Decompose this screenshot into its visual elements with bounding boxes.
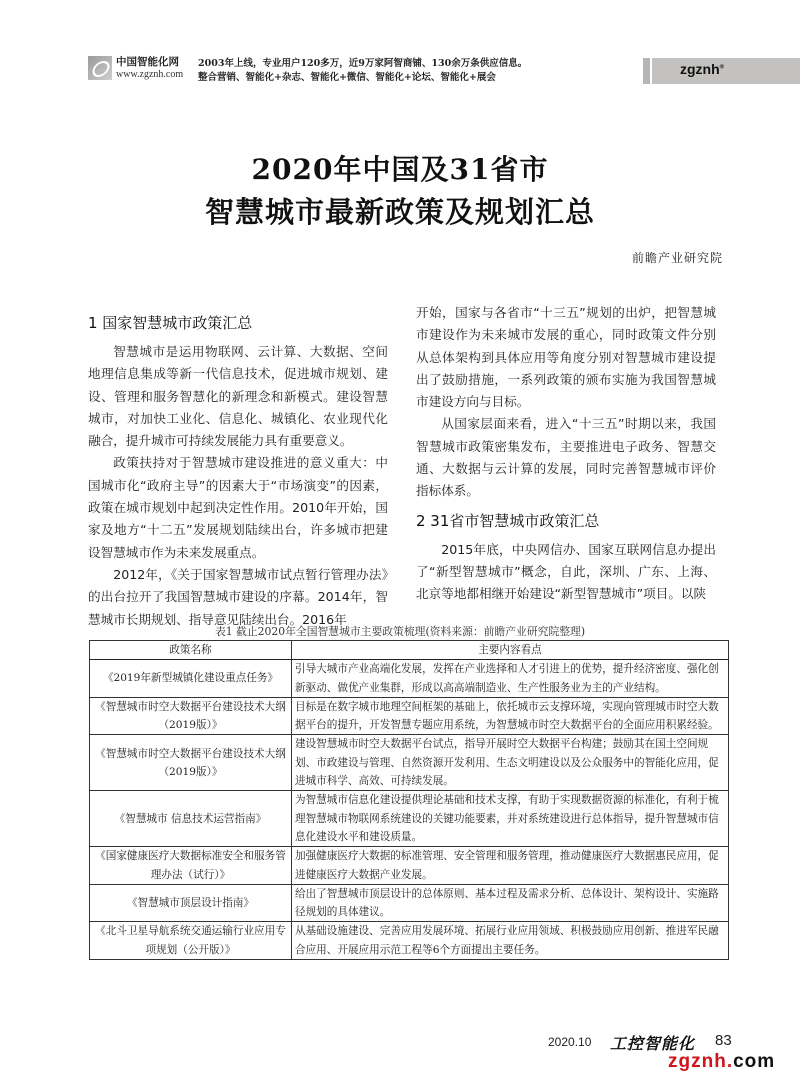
header-policy-name: 政策名称	[90, 641, 292, 660]
table-row	[90, 847, 729, 885]
brand-tab-label	[680, 61, 724, 77]
brand-tab-stripe	[643, 58, 652, 84]
issue-date: 2020.10	[548, 1035, 592, 1049]
table-row	[90, 697, 729, 735]
section-1-paragraph: 政策扶持对于智慧城市建设推进的意义重大：中国城市化“政府主导”的因素大于“市场演变”的因素，政策在城市规划中起到决定性作用。2010年开始，国家及地方“十二五”发展规划陆续出台，许多城市把建设智慧城市作为未来发展重点。	[88, 455, 388, 560]
logo-name: 中国智能化网	[116, 56, 179, 68]
brand-tab-text: zgznh	[680, 61, 720, 77]
national-level-paragraph: 从国家层面来看，进入“十三五”时期以来，我国智慧城市政策密集发布，主要推进电子政务、智慧交通、大数据与云计算的发展，同时完善智慧城市评价指标体系。	[416, 416, 716, 499]
section-2-paragraph: 2015年底，中央网信办、国家互联网信息办提出了“新型智慧城市”概念，自此，深圳、广东、上海、北京等地都相继开始建设“新型智慧城市”项目。以陕	[416, 541, 716, 602]
policy-name: 《2019年新型城镇化建设重点任务》	[90, 660, 292, 698]
policy-name: 《智慧城市时空大数据平台建设技术大纲（2019版）》	[90, 697, 292, 735]
section-1-paragraph: 2012年，《关于国家智慧城市试点暂行管理办法》的出台拉开了我国智慧城市建设的序幕。2014年，智慧城市长期规划、指导意见陆续出台。2016年	[88, 566, 388, 627]
policy-content: 目标是在数字城市地理空间框架的基础上，依托城市云支撑环境，实现向管理城市时空大数据平台的提升，开发智慧专题应用系统，为智慧城市时空大数据平台的全面应用积累经验。	[292, 697, 729, 735]
section-2-heading: 2 31省市智慧城市政策汇总	[416, 511, 600, 530]
policy-content: 为智慧城市信息化建设提供理论基础和技术支撑，有助于实现数据资源的标准化，有利于梳理智慧城市物联网系统建设的关键功能要素，并对系统建设进行总体指导，提升智慧城市信息化建设水平和建设质量。	[292, 791, 729, 847]
page-number: 83	[715, 1032, 732, 1049]
site-watermark	[668, 1051, 775, 1073]
right-column	[416, 302, 716, 606]
continued-paragraph: 开始，国家与各省市“十三五”规划的出炉，把智慧城市建设作为未来城市发展的重心，同时政策文件分别从总体架构到具体应用等角度分别对智慧城市建设提出了鼓励措施，一系列政策的颁布实施为我国智慧城市建设方向与目标。	[416, 305, 716, 410]
zgznh-logo-icon	[88, 56, 112, 80]
table-header-row	[90, 641, 729, 660]
site-banner	[88, 54, 558, 86]
article-title-line-1: 2020年中国及31省市	[251, 153, 549, 186]
policy-content: 从基础设施建设、完善应用发展环境、拓展行业应用领域、积极鼓励应用创新、推进军民融合应用、开展应用示范工程等6个方面提出主要任务。	[292, 922, 729, 960]
policy-table	[89, 640, 729, 960]
left-column	[88, 311, 388, 631]
table-row	[90, 735, 729, 791]
article-author: 前瞻产业研究院	[632, 251, 724, 265]
section-1-paragraph: 智慧城市是运用物联网、云计算、大数据、空间地理信息集成等新一代信息技术，促进城市规划、建设、管理和服务智慧化的新理念和新模式。建设智慧城市，对加快工业化、信息化、城镇化、农业现代化融合，提升城市可持续发展能力具有重要意义。	[88, 344, 388, 449]
policy-content: 建设智慧城市时空大数据平台试点，指导开展时空大数据平台构建；鼓励其在国土空间规划、市政建设与管理、自然资源开发利用、生态文明建设以及公众服务中的智能化应用，促进城市科学、高效、可持续发展。	[292, 735, 729, 791]
policy-content: 给出了智慧城市顶层设计的总体原则、基本过程及需求分析、总体设计、架构设计、实施路径规划的具体建议。	[292, 884, 729, 922]
policy-content: 引导大城市产业高端化发展，发挥在产业选择和人才引进上的优势，提升经济密度、强化创新驱动、做优产业集群，形成以高高端制造业、生产性服务业为主的产业结构。	[292, 660, 729, 698]
banner-tagline-2: 整合营销、智能化+杂志、智能化+微信、智能化+论坛、智能化+展会	[198, 72, 496, 83]
table-row	[90, 884, 729, 922]
policy-name: 《国家健康医疗大数据标准安全和服务管理办法（试行）》	[90, 847, 292, 885]
banner-tagline-1: 2003年上线，专业用户120多万，近9万家阿智商铺、130余万条供应信息。	[198, 58, 528, 69]
magazine-name: 工控智能化	[610, 1034, 696, 1053]
policy-content: 加强健康医疗大数据的标准管理、安全管理和服务管理，推动健康医疗大数据惠民应用，促进健康医疗大数据产业发展。	[292, 847, 729, 885]
policy-name: 《智慧城市 信息技术运营指南》	[90, 791, 292, 847]
header-content: 主要内容看点	[292, 641, 729, 660]
policy-name: 《智慧城市顶层设计指南》	[90, 884, 292, 922]
table-row	[90, 660, 729, 698]
policy-name: 《北斗卫星导航系统交通运输行业应用专项规划（公开版）》	[90, 922, 292, 960]
section-1-heading: 1 国家智慧城市政策汇总	[88, 314, 253, 332]
registered-mark: ®	[719, 64, 725, 71]
site-watermark-domain: zgznh.	[668, 1051, 734, 1072]
policy-name: 《智慧城市时空大数据平台建设技术大纲（2019版）》	[90, 735, 292, 791]
article-title-line-2: 智慧城市最新政策及规划汇总	[204, 195, 595, 229]
table-row	[90, 791, 729, 847]
table-row	[90, 922, 729, 960]
site-watermark-tld: com	[733, 1051, 776, 1072]
table-caption: 表1 截止2020年全国智慧城市主要政策梳理(资料来源：前瞻产业研究院整理)	[214, 625, 586, 638]
logo-url: www.zgznh.com	[116, 69, 184, 80]
